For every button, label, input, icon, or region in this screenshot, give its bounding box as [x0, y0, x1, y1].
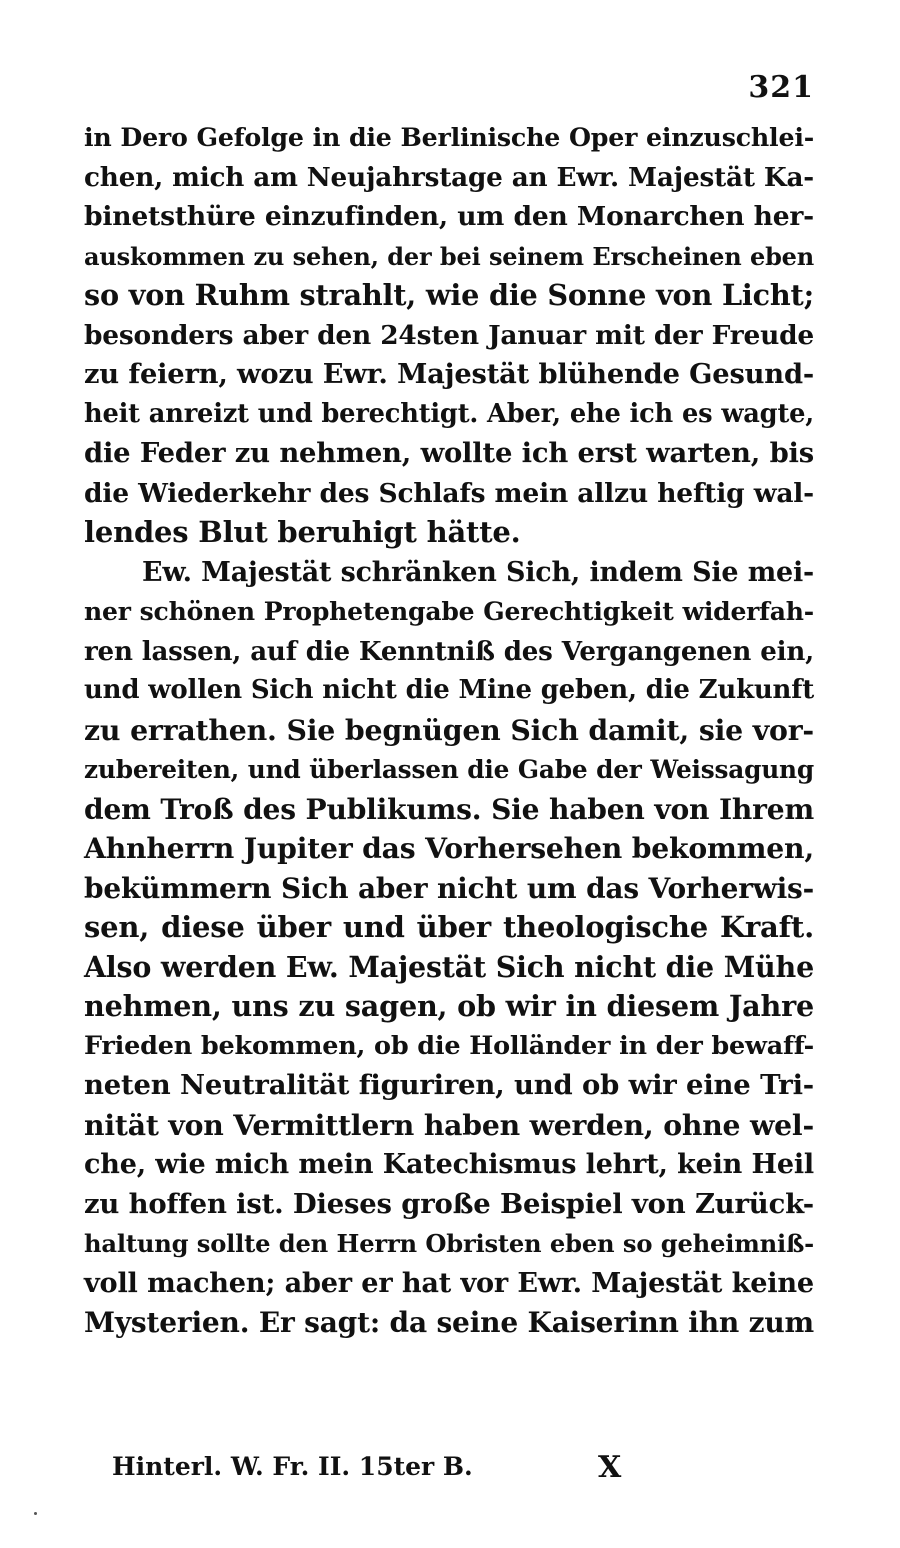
- text-line: chen, mich am Neujahrstage an Ewr. Majestät Ka-: [84, 161, 814, 193]
- text-line: neten Neutralität figuriren, und ob wir eine Tri-: [84, 1069, 814, 1101]
- text-line: zu feiern, wozu Ewr. Majestät blühende Gesund-: [84, 358, 814, 390]
- text-line: zubereiten, und überlassen die Gabe der Weissagung: [84, 755, 814, 784]
- text-line: voll machen; aber er hat vor Ewr. Majestät keine: [84, 1267, 814, 1299]
- body-text: [84, 118, 814, 1343]
- text-line: die Wiederkehr des Schlafs mein allzu heftig wal-: [84, 477, 814, 509]
- footer-signature: Hinterl. W. Fr. II. 15ter B.: [112, 1452, 473, 1481]
- text-line: auskommen zu sehen, der bei seinem Erscheinen eben: [84, 241, 814, 271]
- text-line: binetsthüre einzufinden, um den Monarchen her-: [84, 201, 814, 232]
- text-line: bekümmern Sich aber nicht um das Vorherwis-: [84, 871, 814, 905]
- text-line: nehmen, uns zu sagen, ob wir in diesem Jahre: [84, 989, 814, 1023]
- text-line: ren lassen, auf die Kenntniß des Vergangenen ein,: [84, 635, 814, 667]
- text-line: che, wie mich mein Katechismus lehrt, kein Heil: [84, 1149, 814, 1180]
- text-line: besonders aber den 24sten Januar mit der Freude: [84, 319, 814, 351]
- text-line: haltung sollte den Herrn Obristen eben so geheimniß-: [84, 1229, 814, 1258]
- text-line: ner schönen Prophetengabe Gerechtigkeit widerfah-: [84, 596, 814, 626]
- page-number: 321: [748, 70, 814, 105]
- text-line: zu hoffen ist. Dieses große Beispiel von Zurück-: [84, 1187, 814, 1220]
- text-line: Frieden bekommen, ob die Holländer in der bewaff-: [84, 1030, 814, 1061]
- text-line: so von Ruhm strahlt, wie die Sonne von Licht;: [84, 278, 814, 312]
- paper-speck: [34, 1512, 37, 1515]
- sheet-mark: X: [598, 1450, 622, 1485]
- text-line: Ew. Majestät schränken Sich, indem Sie mei-: [142, 556, 814, 588]
- text-line: lendes Blut beruhigt hätte.: [84, 515, 521, 549]
- text-line: Also werden Ew. Majestät Sich nicht die Mühe: [84, 949, 814, 984]
- text-line: Mysterien. Er sagt: da seine Kaiserinn ihn zum: [84, 1306, 814, 1339]
- text-line: sen, diese über und über theologische Kraft.: [84, 910, 814, 944]
- page-footer: [112, 1452, 732, 1492]
- text-line: dem Troß des Publikums. Sie haben von Ihrem: [84, 792, 814, 826]
- text-line: und wollen Sich nicht die Mine geben, die Zukunft: [84, 675, 814, 705]
- text-line: Ahnherrn Jupiter das Vorhersehen bekommen,: [84, 831, 814, 865]
- text-line: heit anreizt und berechtigt. Aber, ehe ich es wagte,: [84, 398, 814, 429]
- text-line: die Feder zu nehmen, wollte ich erst warten, bis: [84, 437, 814, 469]
- text-line: in Dero Gefolge in die Berlinische Oper einzuschlei-: [84, 122, 814, 152]
- text-line: zu errathen. Sie begnügen Sich damit, sie vor-: [84, 712, 814, 747]
- text-line: nität von Vermittlern haben werden, ohne wel-: [84, 1107, 814, 1142]
